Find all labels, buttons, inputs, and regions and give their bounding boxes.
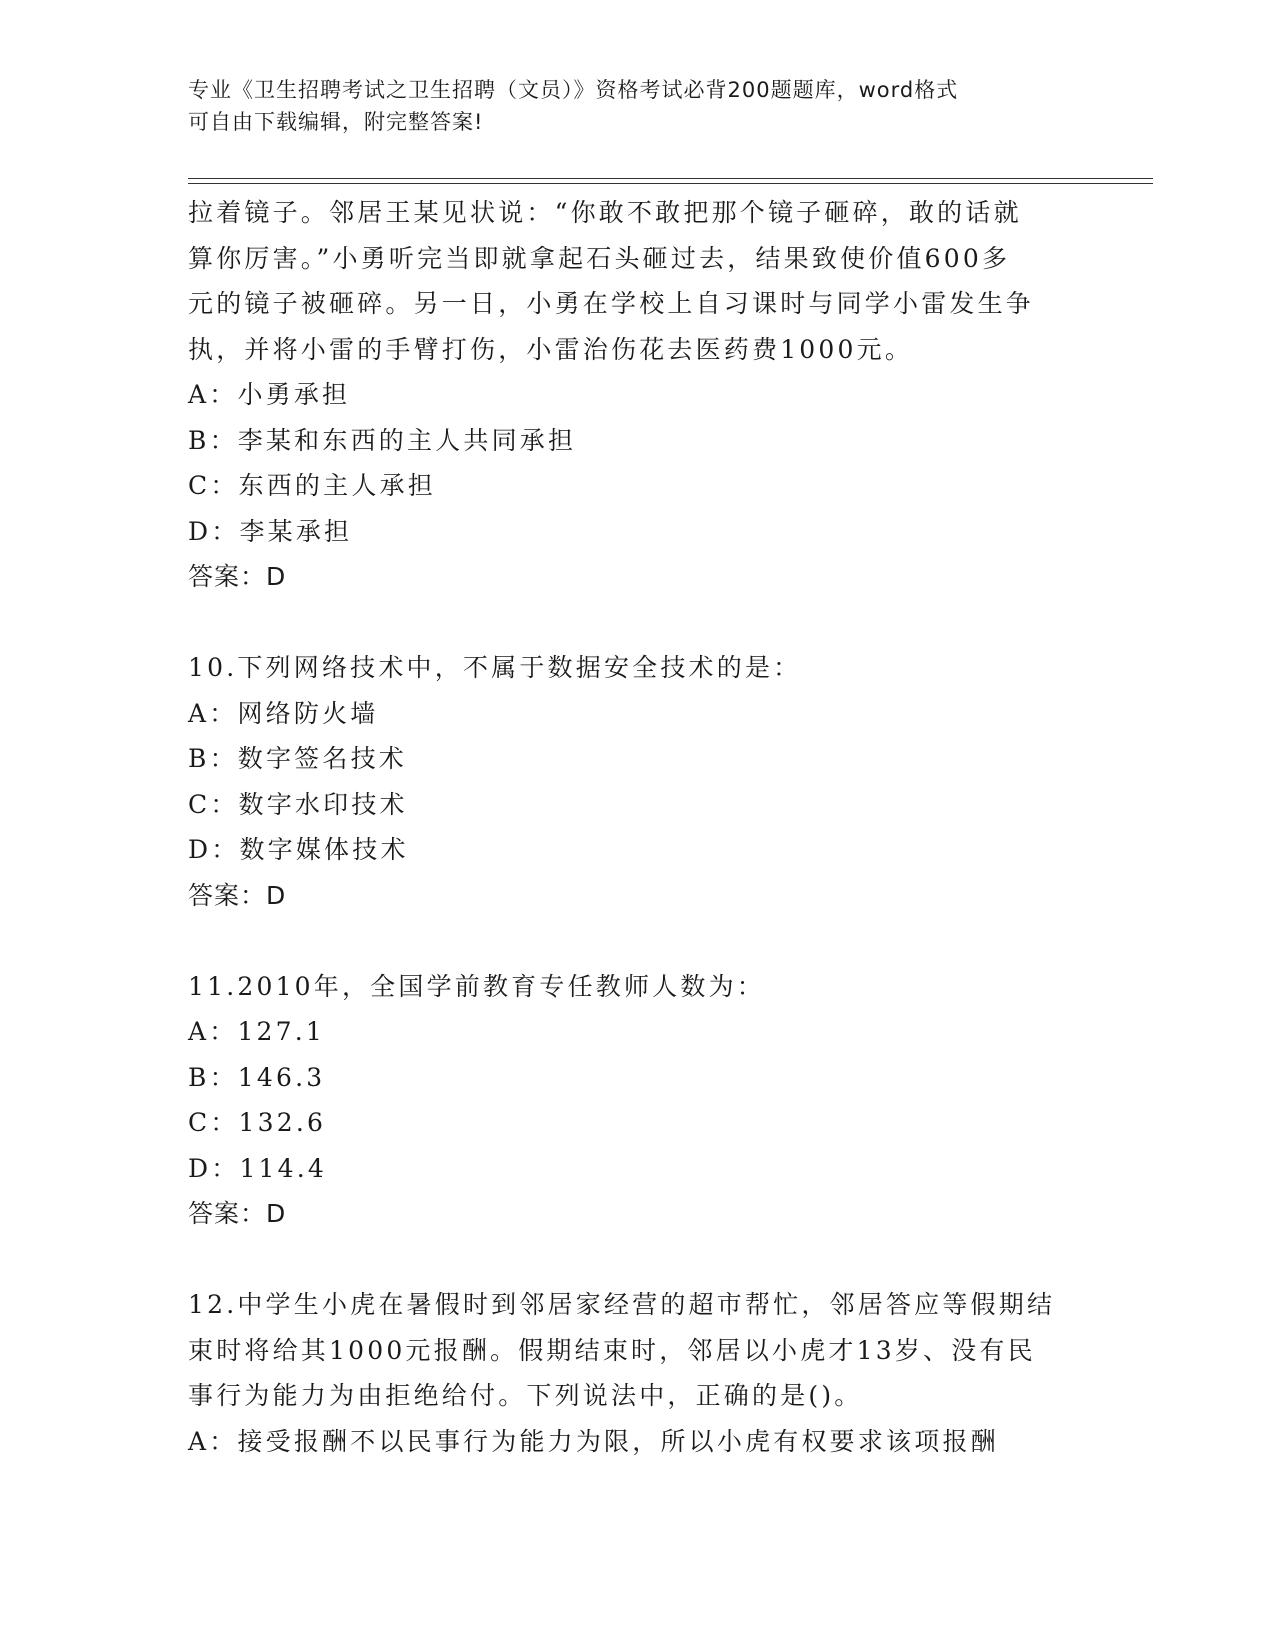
header-divider-top xyxy=(188,178,1153,179)
option-a: A：127.1 xyxy=(188,1017,326,1046)
option-d: D：李某承担 xyxy=(188,516,353,546)
question-stem-line: 事行为能力为由拒绝给付。下列说法中，正确的是()。 xyxy=(188,1381,863,1410)
document-body xyxy=(188,190,1088,1464)
option-b: B：146.3 xyxy=(188,1062,326,1092)
question-stem-line: 12.中学生小虎在暑假时到邻居家经营的超市帮忙，邻居答应等假期结 xyxy=(188,1290,1056,1319)
question-text-line: 元的镜子被砸碎。另一日，小勇在学校上自习课时与同学小雷发生争 xyxy=(188,289,1035,318)
option-a: A：网络防火墙 xyxy=(188,698,379,728)
question-9-continued xyxy=(188,190,1088,600)
option-c: C：东西的主人承担 xyxy=(188,471,436,500)
question-10 xyxy=(188,645,1088,918)
document-header xyxy=(188,74,1068,138)
option-d: D：114.4 xyxy=(188,1153,328,1183)
question-stem-line: 束时将给其1000元报酬。假期结束时，邻居以小虎才13岁、没有民 xyxy=(188,1335,1036,1365)
answer-label: 答案：D xyxy=(188,880,287,910)
question-stem: 11.2010年，全国学前教育专任教师人数为： xyxy=(188,971,765,1001)
option-b: B：数字签名技术 xyxy=(188,744,407,773)
question-spacer xyxy=(188,1237,1088,1283)
option-c: C：132.6 xyxy=(188,1108,327,1137)
question-stem: 10.下列网络技术中，不属于数据安全技术的是： xyxy=(188,653,802,682)
question-text-line: 算你厉害。”小勇听完当即就拿起石头砸过去，结果致使价值600多 xyxy=(188,243,1011,273)
header-line-1: 专业《卫生招聘考试之卫生招聘（文员）》资格考试必背200题题库，word格式 xyxy=(188,78,959,102)
header-divider-bottom xyxy=(188,183,1153,184)
option-a: A：小勇承担 xyxy=(188,380,351,409)
answer-label: 答案：D xyxy=(188,1199,287,1228)
answer-label: 答案：D xyxy=(188,562,287,591)
question-text-line: 拉着镜子。邻居王某见状说：“你敢不敢把那个镜子砸碎，敢的话就 xyxy=(188,198,1022,227)
question-12-options xyxy=(188,1419,1088,1465)
question-text-line: 执，并将小雷的手臂打伤，小雷治伤花去医药费1000元。 xyxy=(188,334,914,364)
header-line-2: 可自由下载编辑，附完整答案! xyxy=(188,110,484,134)
option-b: B：李某和东西的主人共同承担 xyxy=(188,425,577,455)
question-spacer xyxy=(188,918,1088,964)
question-12 xyxy=(188,1282,1088,1464)
option-a: A：接受报酬不以民事行为能力为限，所以小虎有权要求该项报酬 xyxy=(188,1426,999,1456)
option-d: D：数字媒体技术 xyxy=(188,835,409,864)
question-11-options xyxy=(188,1009,1088,1191)
question-11 xyxy=(188,964,1088,1237)
question-9-options xyxy=(188,372,1088,554)
question-spacer xyxy=(188,600,1088,646)
question-10-options xyxy=(188,691,1088,873)
option-c: C：数字水印技术 xyxy=(188,789,408,819)
